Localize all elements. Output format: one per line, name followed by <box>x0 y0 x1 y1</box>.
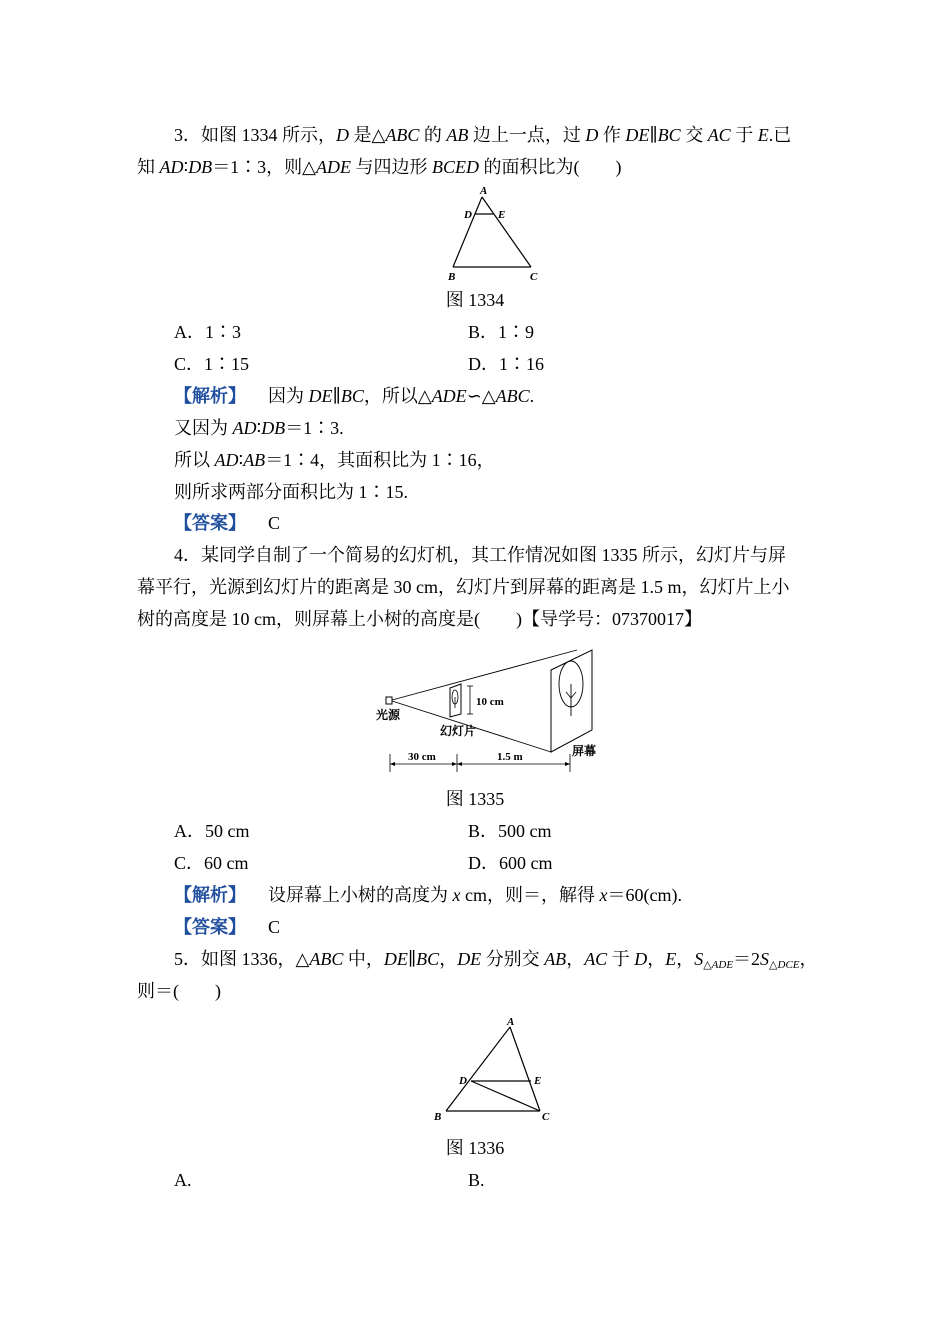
q3-side-ab <box>453 197 482 267</box>
q3-stem-rest-run: 于 <box>730 125 758 145</box>
q3-stem-rest-run: 的 <box>419 125 447 145</box>
q3-stem-rest-run: 是△ <box>349 125 386 145</box>
q3-analysis-text-1-run: DE <box>308 386 333 406</box>
q3-option-a: A．1∶3 <box>174 322 241 342</box>
q3-stem-line2-run: 与四边形 <box>351 157 433 177</box>
q4-analysis-text-1-run: 设屏幕上小树的高度为 <box>268 885 453 905</box>
q4-option-a: A．50 cm <box>174 821 250 841</box>
q3-stem-rest-run: ∥ <box>649 125 658 145</box>
q5-area-s2: S <box>760 949 770 969</box>
q3-stem-line2 <box>137 155 622 179</box>
q5-segment-dc <box>471 1081 540 1111</box>
q3-analysis-text-1-run: . <box>529 386 535 406</box>
q3-stem-rest-run: D <box>336 125 349 145</box>
q5-area-sub2: △DCE <box>769 959 800 971</box>
q3-stem-rest-run: 边上一点，过 <box>468 125 586 145</box>
q5-eq: ＝2 <box>733 949 761 969</box>
q4-ray-top <box>392 650 577 700</box>
q4-analysis-text-1 <box>268 885 682 905</box>
q5-stem-line2: 则＝( ) <box>137 981 221 1001</box>
q5-area-s1: S <box>694 949 704 969</box>
q3-analysis-text-1-run: ∽△ <box>466 386 496 406</box>
q3-stem-line2-run: 知 <box>137 157 160 177</box>
q4-analysis-text-1-run: x <box>452 885 461 905</box>
q3-answer-value: C <box>268 513 281 533</box>
q5-stem-text-run: 于 <box>607 949 635 969</box>
q3-analysis-line2-run: DB <box>261 418 286 438</box>
q3-stem-line2-run: ∶ <box>183 157 189 177</box>
q3-stem-rest-run: BC <box>657 125 681 145</box>
q4-analysis-text-1-run: x <box>599 885 608 905</box>
q3-stem-rest-run: .已 <box>768 125 792 145</box>
q5-stem-text-run: ABC <box>309 949 344 969</box>
q3-analysis-text-1-run: ADE <box>431 386 467 406</box>
q3-label-a: A <box>480 185 488 197</box>
q4-stem-line1: 4．某同学自制了一个简易的幻灯机，其工作情况如图 1335 所示，幻灯片与屏 <box>174 545 786 565</box>
q3-option-b: B．1∶9 <box>468 322 535 342</box>
q5-label-a: A <box>507 1016 515 1028</box>
q3-stem-line2-run: ＝1∶3，则△ <box>212 157 317 177</box>
q5-stem-text-run: DE <box>383 949 408 969</box>
q3-stem-prefix: 3．如图 1334 所示， <box>174 125 336 145</box>
q3-analysis-text-1-run: ∥ <box>332 386 341 406</box>
q3-stem-rest-run: DE <box>625 125 650 145</box>
q5-label-c: C <box>542 1111 550 1123</box>
q5-stem-text-run: ， <box>566 949 585 969</box>
q5-stem-text-run: BC <box>416 949 440 969</box>
q3-stem-rest-run: D <box>585 125 599 145</box>
q5-stem-text-run: ， <box>676 949 695 969</box>
q3-analysis-line4 <box>174 480 408 504</box>
q4-projector-figure <box>374 642 610 782</box>
q5-stem-text-run: AC <box>584 949 608 969</box>
q3-stem-line2-run: DB <box>188 157 213 177</box>
q3-analysis-line1 <box>174 384 534 408</box>
q3-analysis-tag: 【解析】 <box>174 386 246 406</box>
q3-stem-rest-run: AC <box>707 125 731 145</box>
q3-analysis-line2-run: ∶ <box>256 418 262 438</box>
q3-stem-rest <box>336 125 791 145</box>
q3-stem-line1 <box>174 123 791 147</box>
q3-stem-line2-run: ADE <box>316 157 352 177</box>
q3-label-c: C <box>530 271 538 283</box>
q3-stem-rest-run: AB <box>446 125 469 145</box>
q3-analysis-text-1-run: ，所以△ <box>363 386 432 406</box>
q5-stem-text <box>174 949 694 969</box>
q5-stem-line1 <box>174 947 818 977</box>
q5-stem-text-run: ∥ <box>407 949 417 969</box>
q5-side-ac <box>510 1027 540 1111</box>
q5-area-sub1: △ADE <box>703 959 734 971</box>
q4-option-c: C．60 cm <box>174 853 249 873</box>
q4-dist2-label: 1.5 m <box>497 751 523 763</box>
q4-analysis-line1 <box>174 883 682 907</box>
q5-stem-text-run: ， <box>647 949 666 969</box>
q3-analysis-line3-run: AB <box>243 450 266 470</box>
q5-option-b: B. <box>468 1170 485 1190</box>
q3-stem-rest-run: 交 <box>680 125 708 145</box>
q3-analysis-text-1-run: BC <box>340 386 364 406</box>
q4-analysis-text-1-run: ＝60(cm). <box>607 885 682 905</box>
q3-analysis-text-1-run: 因为 <box>268 386 309 406</box>
q3-analysis-line3-run: 所以 <box>174 450 215 470</box>
q3-option-c: C．1∶15 <box>174 354 250 374</box>
q4-light-label: 光源 <box>376 708 401 722</box>
q4-stem-line3: 树的高度是 10 cm，则屏幕上小树的高度是( )【导学号：07370017】 <box>137 609 702 629</box>
q3-analysis-text-1 <box>268 386 534 406</box>
q5-stem-text-run: AB <box>544 949 567 969</box>
q3-analysis-line4-run: 则所求两部分面积比为 1∶15. <box>174 482 408 502</box>
q3-label-e: E <box>498 209 506 221</box>
q5-triangle-figure <box>430 1014 560 1126</box>
q5-label-b: B <box>434 1111 442 1123</box>
q5-stem-text-run: 分别交 <box>481 949 545 969</box>
q4-analysis-tag: 【解析】 <box>174 885 246 905</box>
q4-slide <box>450 684 461 717</box>
q4-answer-tag: 【答案】 <box>174 917 246 937</box>
q3-label-d: D <box>464 209 472 221</box>
q3-analysis-line3-run: ＝1∶4，其面积比为 1∶16， <box>265 450 495 470</box>
q3-triangle-figure <box>440 184 550 284</box>
q5-figure-caption: 图 1336 <box>445 1138 505 1158</box>
q5-option-a: A. <box>174 1170 192 1190</box>
q3-analysis-line3-run: ∶ <box>238 450 244 470</box>
q5-tail: ， <box>799 949 818 969</box>
q4-screen <box>551 650 592 752</box>
q4-option-d: D．600 cm <box>468 853 553 873</box>
q3-stem-line2-run: BCED <box>432 157 480 177</box>
q3-stem-rest-run: E <box>757 125 769 145</box>
q4-slide-label: 幻灯片 <box>440 724 477 738</box>
q4-stem-line2: 幕平行，光源到幻灯片的距离是 30 cm，幻灯片到屏幕的距离是 1.5 m，幻灯片上小 <box>137 577 790 597</box>
q3-answer <box>174 511 280 535</box>
q3-side-ac <box>482 197 531 267</box>
q5-stem-text-run: ， <box>439 949 458 969</box>
q4-analysis-text-1-run: cm，则＝，解得 <box>460 885 600 905</box>
q4-dist1-label: 30 cm <box>408 751 436 763</box>
q3-stem-line2-run: AD <box>159 157 184 177</box>
q3-analysis-line2-run: ＝1∶3. <box>285 418 344 438</box>
q4-light-source-box <box>386 697 392 704</box>
q3-answer-tag: 【答案】 <box>174 513 246 533</box>
q4-screen-label: 屏幕 <box>572 744 597 758</box>
q3-analysis-line3 <box>174 448 495 472</box>
q3-analysis-line2-run: AD <box>232 418 257 438</box>
q3-analysis-text-1-run: ABC <box>495 386 530 406</box>
q4-answer-value: C <box>268 917 281 937</box>
q4-figure-caption: 图 1335 <box>445 789 505 809</box>
q3-option-d: D．1∶16 <box>468 354 544 374</box>
q5-side-ab <box>446 1027 510 1111</box>
q5-label-e: E <box>534 1075 542 1087</box>
q5-stem-text-run: E <box>665 949 677 969</box>
q5-stem-text-run: 中， <box>343 949 384 969</box>
q3-figure-caption: 图 1334 <box>445 290 505 310</box>
q5-stem-text-run: 5．如图 1336，△ <box>174 949 310 969</box>
q4-height-label: 10 cm <box>476 696 504 708</box>
q3-label-b: B <box>448 271 456 283</box>
q3-analysis-line2 <box>174 416 344 440</box>
q3-stem-rest-run: 作 <box>598 125 626 145</box>
q3-analysis-line3-run: AD <box>214 450 239 470</box>
q5-stem-text-run: DE <box>457 949 482 969</box>
q4-answer <box>174 915 280 939</box>
q5-stem-text-run: D <box>634 949 648 969</box>
q3-analysis-line2-run: 又因为 <box>174 418 233 438</box>
q3-stem-rest-run: ABC <box>385 125 420 145</box>
q3-stem-line2-run: 的面积比为( ) <box>479 157 622 177</box>
q5-label-d: D <box>459 1075 467 1087</box>
q4-option-b: B．500 cm <box>468 821 552 841</box>
